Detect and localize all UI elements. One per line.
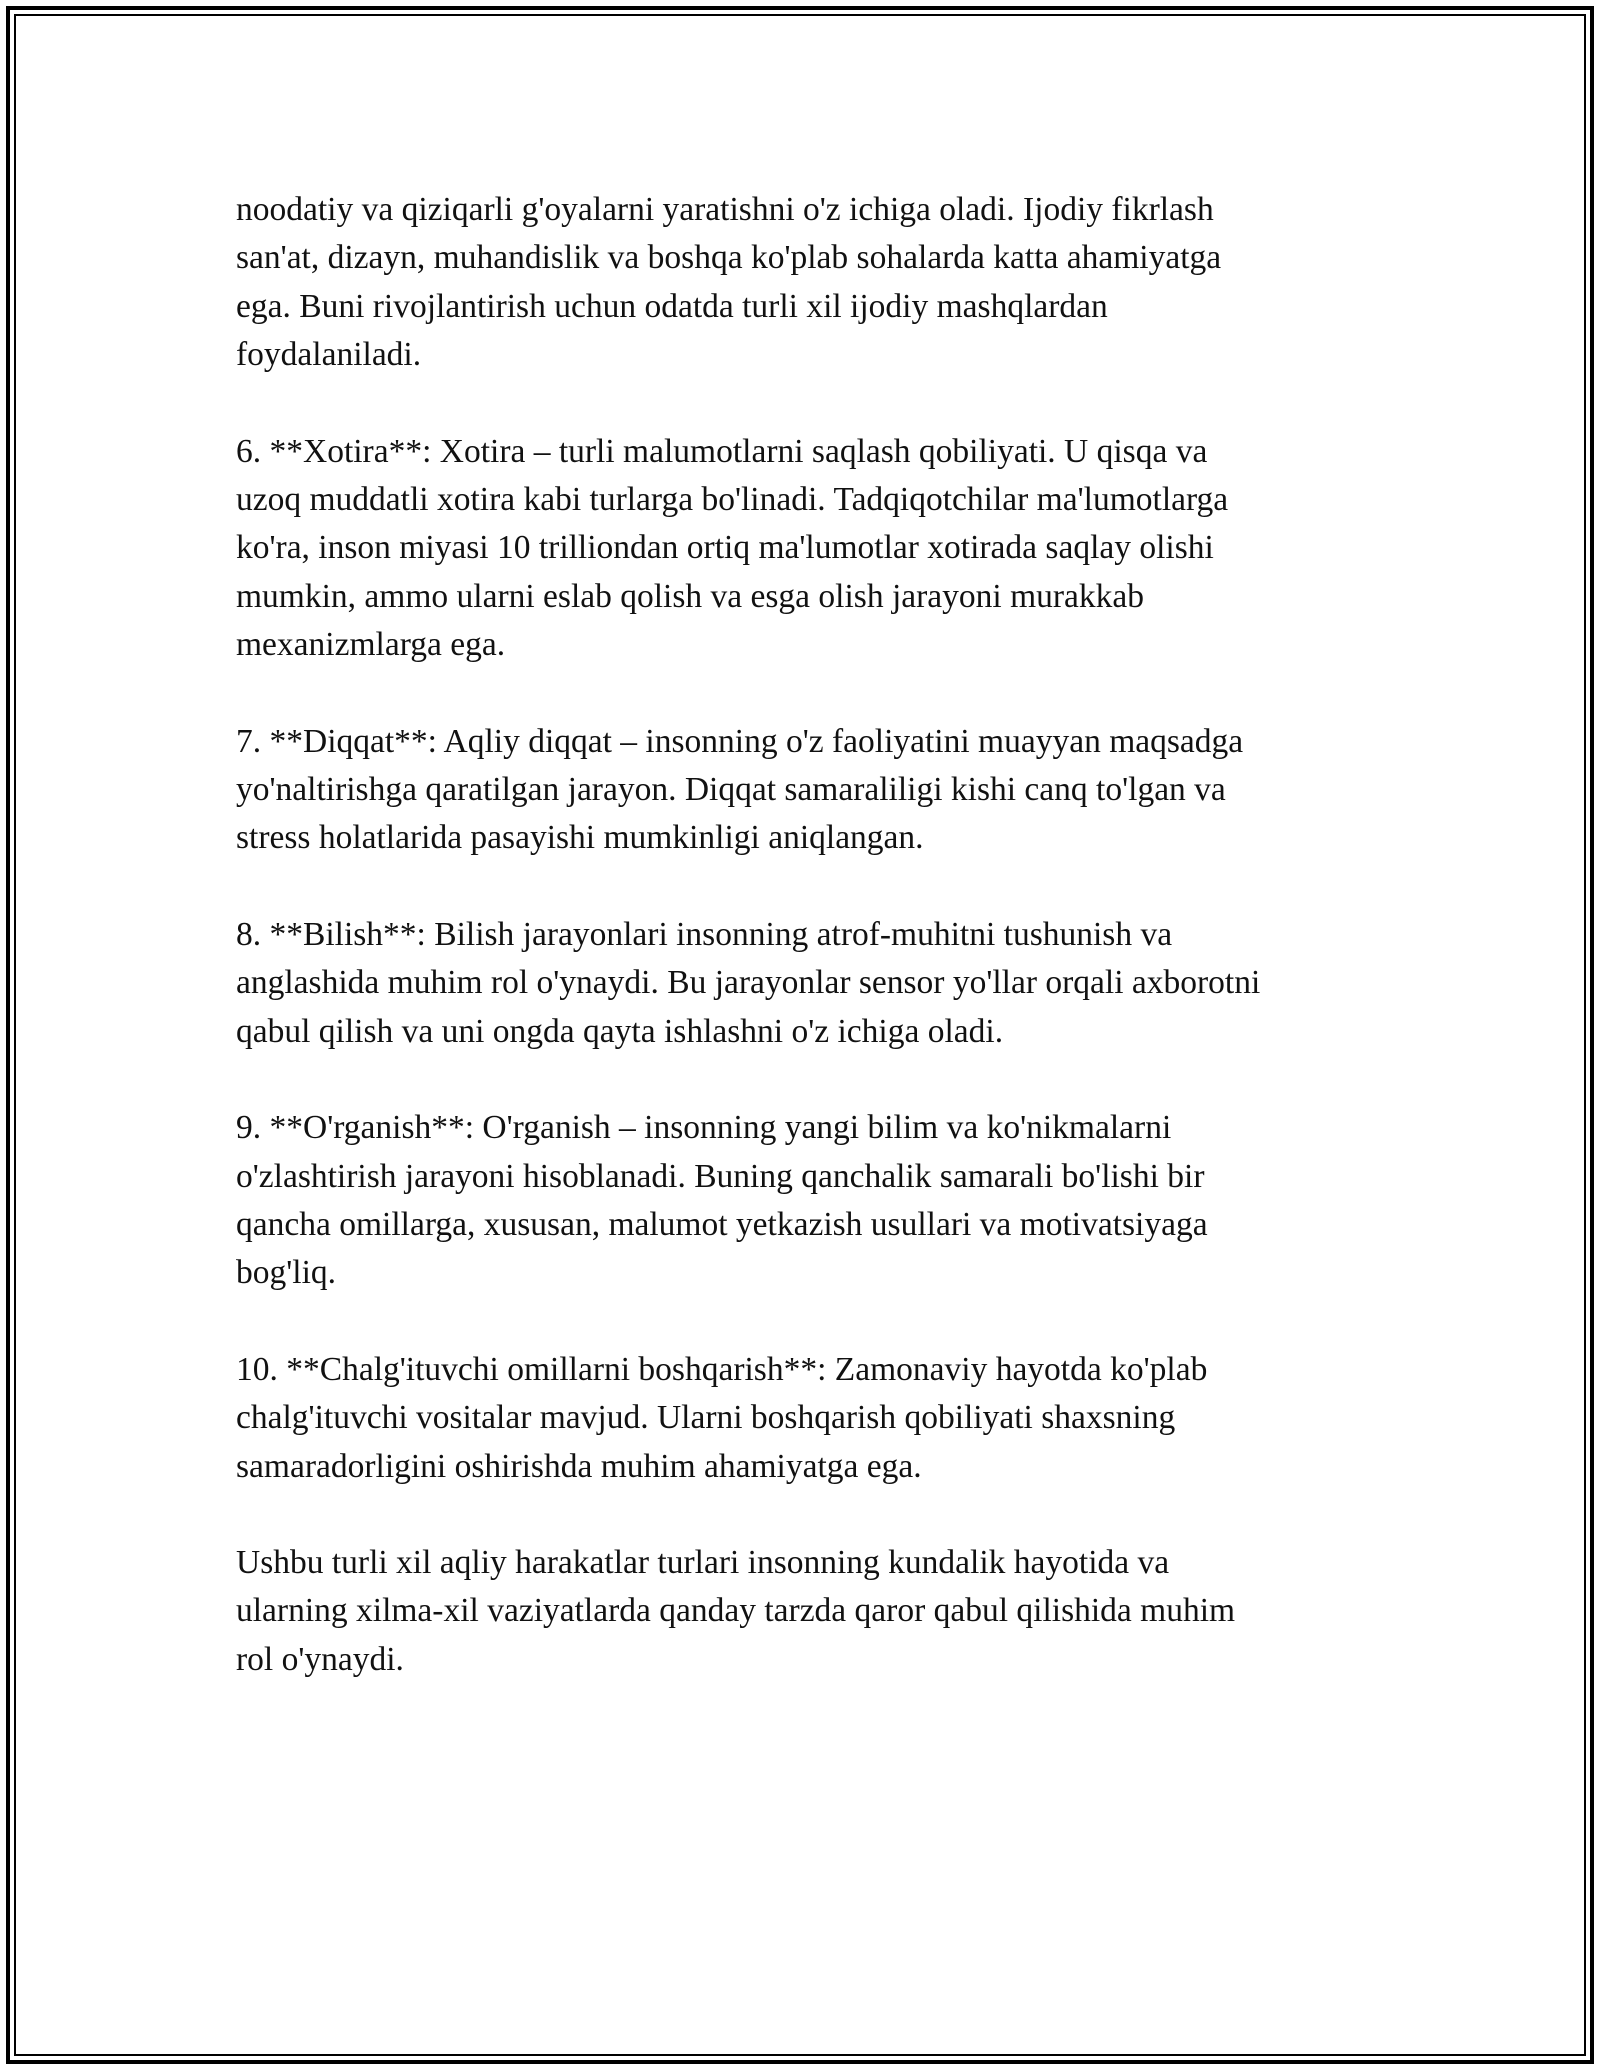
paragraph-distraction-management: 10. **Chalg'ituvchi omillarni boshqarish**: Zamonaviy hayotda ko'plab chalg'ituvchi vositalar mavjud. Ularni boshqarish qobiliyati shaxsning samaradorligini oshirishda muhim ahamiyatga ega. [236, 1350, 1208, 1485]
document-body [236, 186, 1386, 1732]
paragraph-creative-thinking-continued: noodatiy va qiziqarli g'oyalarni yaratishni o'z ichiga oladi. Ijodiy fikrlash san'at, dizayn, muhandislik va boshqa ko'plab sohalarda katta ahamiyatga ega. Buni rivojlantirish uchun odatda turli xil ijodiy mashqlardan foydalaniladi. [236, 191, 1222, 374]
paragraph-memory: 6. **Xotira**: Xotira – turli malumotlarni saqlash qobiliyati. U qisqa va uzoq muddatli xotira kabi turlarga bo'linadi. Tadqiqotchilar ma'lumotlarga ko'ra, inson miyasi 10 trilliondan ortiq ma'lumotlar xotirada saqlay olishi mumkin, ammo ularni eslab qolish va esga olish jarayoni murakkab mexanizmlarga ega. [236, 432, 1229, 664]
paragraph-conclusion: Ushbu turli xil aqliy harakatlar turlari insonning kundalik hayotida va ularning xilma-xil vaziyatlarda qanday tarzda qaror qabul qilishida muhim rol o'ynaydi. [236, 1543, 1236, 1678]
paragraph-attention: 7. **Diqqat**: Aqliy diqqat – insonning o'z faoliyatini muayyan maqsadga yo'naltirishga qaratilgan jarayon. Diqqat samaraliligi kishi canq to'lgan va stress holatlarida pasayishi mumkinligi aniqlangan. [236, 722, 1244, 857]
paragraph-learning: 9. **O'rganish**: O'rganish – insonning yangi bilim va ko'nikmalarni o'zlashtirish jarayoni hisoblanadi. Buning qanchalik samarali bo'lishi bir qancha omillarga, xususan, malumot yetkazish usullari va motivatsiyaga bog'liq. [236, 1109, 1208, 1292]
paragraph-cognition: 8. **Bilish**: Bilish jarayonlari insonning atrof-muhitni tushunish va anglashida muhim rol o'ynaydi. Bu jarayonlar sensor yo'llar orqali axborotni qabul qilish va uni ongda qayta ishlashni o'z ichiga oladi. [236, 915, 1261, 1050]
